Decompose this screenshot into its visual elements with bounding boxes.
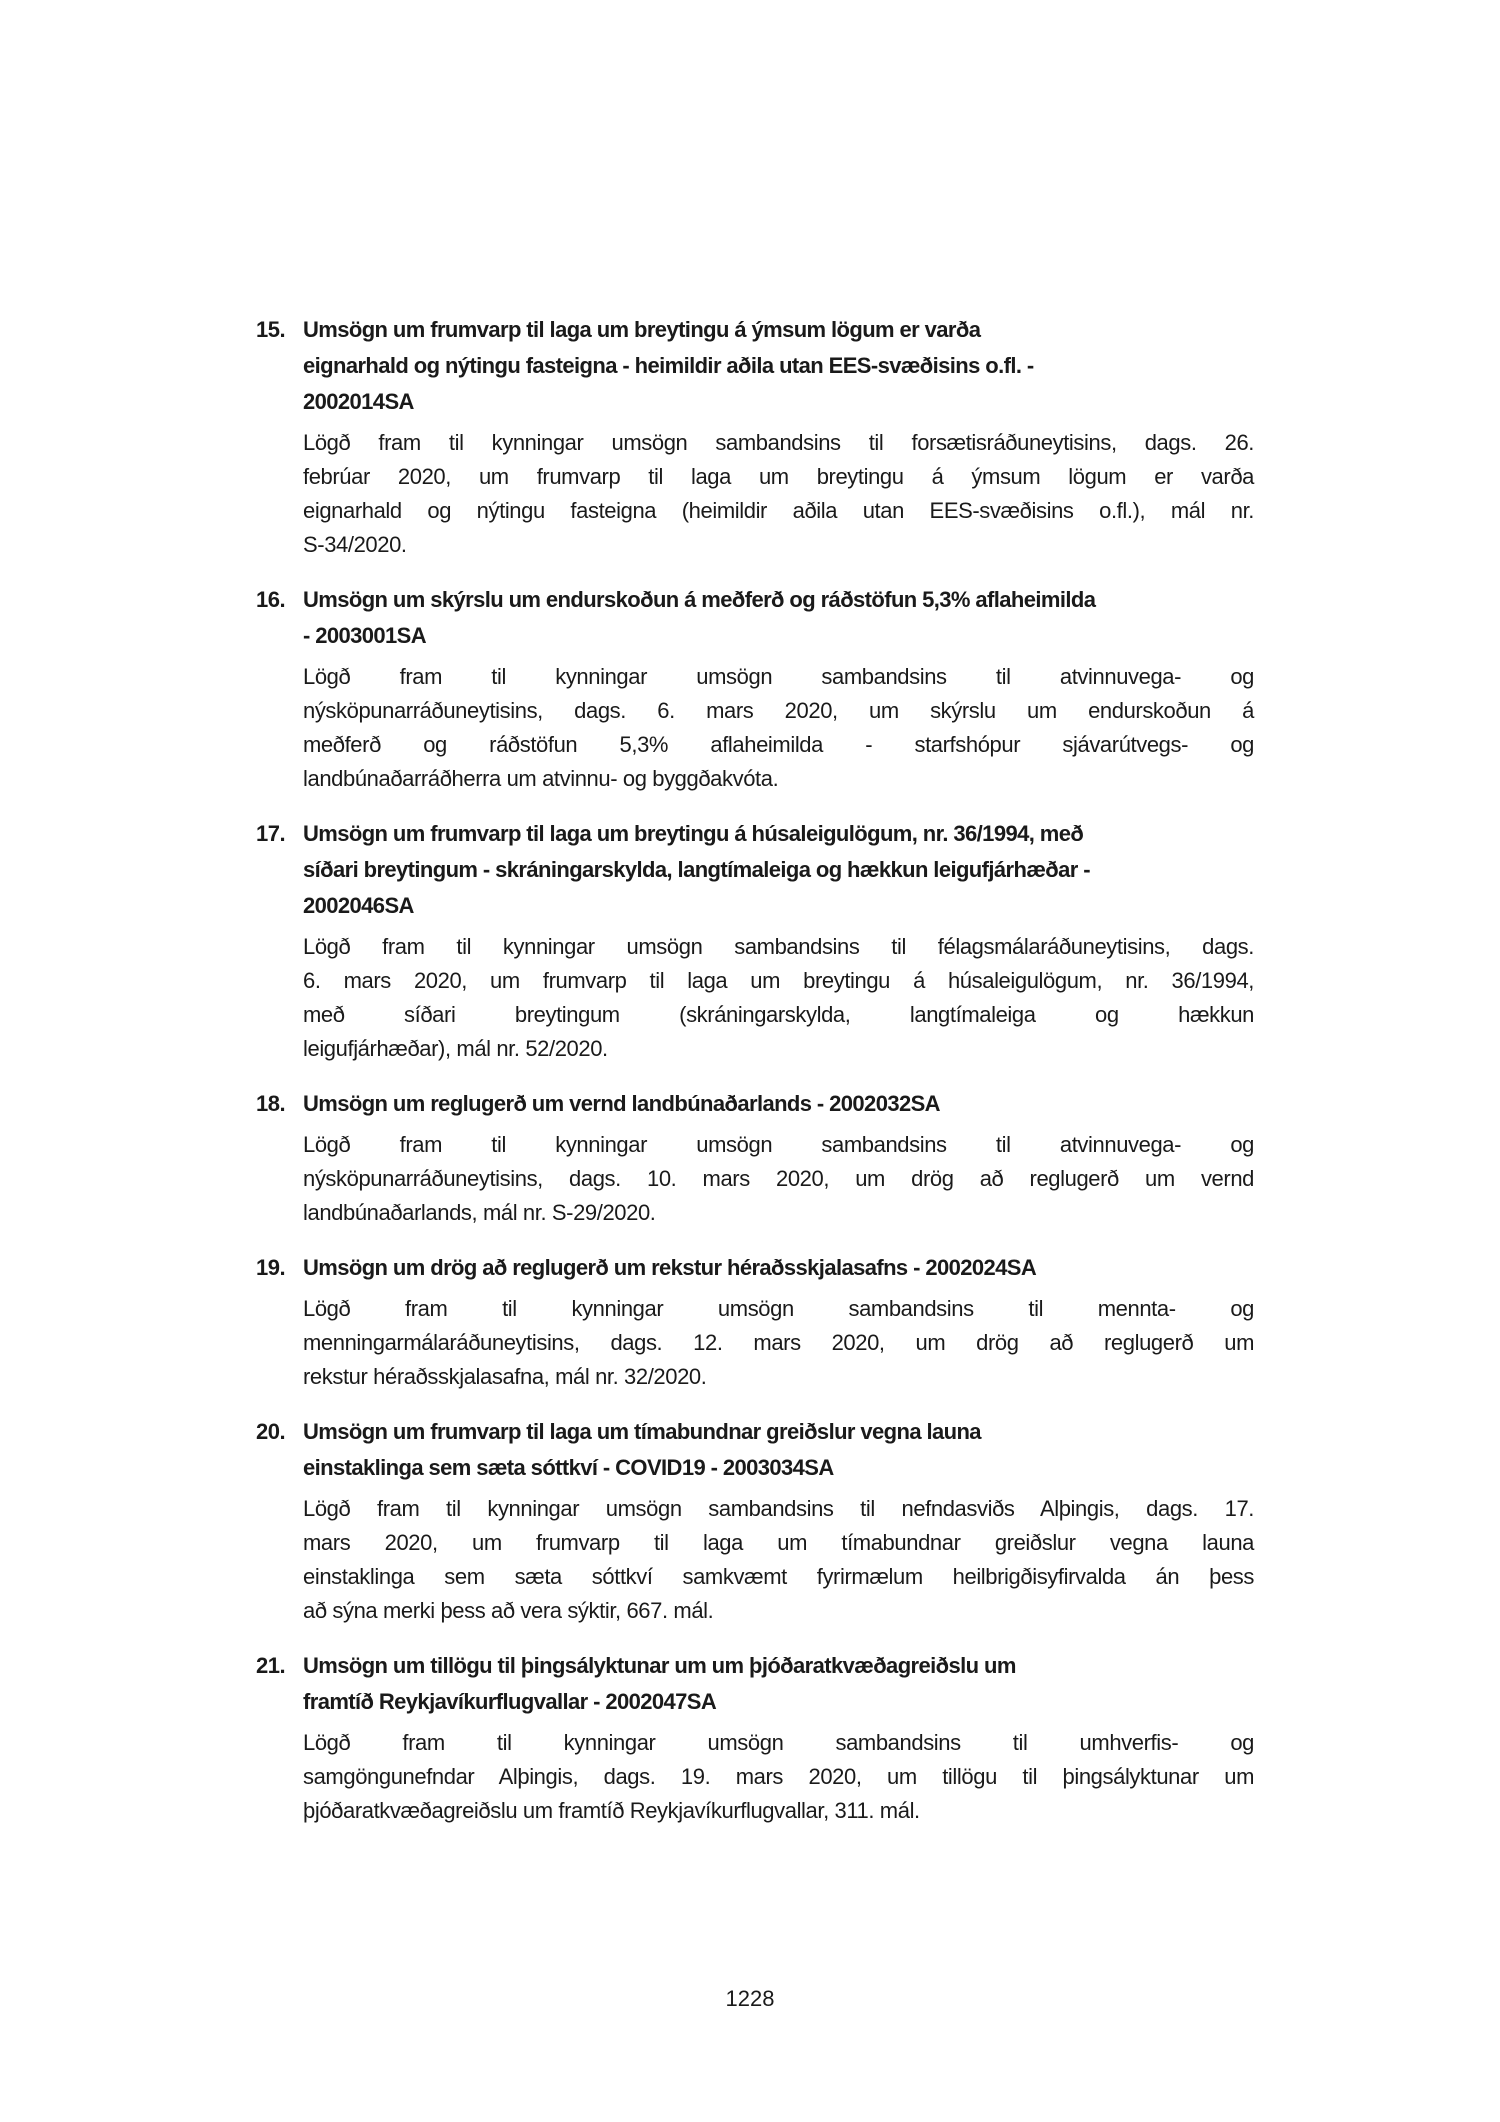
title-line: Umsögn um reglugerð um vernd landbúnaðarlands - 2002032SA (303, 1091, 940, 1116)
title-line: eignarhald og nýtingu fasteigna - heimildir aðila utan EES-svæðisins o.fl. - (303, 353, 1034, 378)
body-line: Lögð fram til kynningar umsögn sambandsins til félagsmálaráðuneytisins, dags. (303, 934, 1254, 959)
item-title (303, 1250, 1254, 1286)
item-heading (256, 1414, 1254, 1486)
title-line: Umsögn um frumvarp til laga um tímabundnar greiðslur vegna launa (303, 1419, 981, 1444)
item-number: 19. (256, 1255, 286, 1280)
item-number: 15. (256, 317, 286, 342)
item-body (303, 1492, 1254, 1628)
body-line: samgöngunefndar Alþingis, dags. 19. mars 2020, um tillögu til þingsályktunar um (303, 1764, 1254, 1789)
item-body (303, 426, 1254, 562)
item-number: 17. (256, 821, 286, 846)
body-line: einstaklinga sem sæta sóttkví samkvæmt fyrirmælum heilbrigðisyfirvalda án þess (303, 1564, 1254, 1589)
agenda-item (256, 1648, 1254, 1828)
item-heading (256, 312, 1254, 420)
body-line: Lögð fram til kynningar umsögn sambandsins til atvinnuvega- og (303, 664, 1254, 689)
item-number: 21. (256, 1653, 286, 1678)
title-line: Umsögn um tillögu til þingsályktunar um um þjóðaratkvæðagreiðslu um (303, 1653, 1016, 1678)
agenda-item (256, 816, 1254, 1066)
body-line: 6. mars 2020, um frumvarp til laga um breytingu á húsaleigulögum, nr. 36/1994, (303, 968, 1254, 993)
body-line: Lögð fram til kynningar umsögn sambandsins til mennta- og (303, 1296, 1254, 1321)
item-number: 18. (256, 1091, 286, 1116)
body-line: leigufjárhæðar), mál nr. 52/2020. (303, 1036, 608, 1061)
body-line: mars 2020, um frumvarp til laga um tímabundnar greiðslur vegna launa (303, 1530, 1254, 1555)
body-line: S-34/2020. (303, 532, 407, 557)
page-number: 1228 (725, 1986, 775, 2011)
title-line: Umsögn um frumvarp til laga um breytingu á húsaleigulögum, nr. 36/1994, með (303, 821, 1084, 846)
item-heading (256, 582, 1254, 654)
agenda-item (256, 1086, 1254, 1230)
body-line: landbúnaðarlands, mál nr. S-29/2020. (303, 1200, 656, 1225)
item-number: 20. (256, 1419, 286, 1444)
title-line: Umsögn um skýrslu um endurskoðun á meðferð og ráðstöfun 5,3% aflaheimilda (303, 587, 1096, 612)
title-line: framtíð Reykjavíkurflugvallar - 2002047SA (303, 1689, 717, 1714)
body-line: Lögð fram til kynningar umsögn sambandsins til umhverfis- og (303, 1730, 1254, 1755)
agenda-item (256, 1414, 1254, 1628)
item-title (303, 1086, 1254, 1122)
body-line: að sýna merki þess að vera sýktir, 667. mál. (303, 1598, 714, 1623)
body-line: Lögð fram til kynningar umsögn sambandsins til forsætisráðuneytisins, dags. 26. (303, 430, 1254, 455)
title-line: 2002046SA (303, 893, 414, 918)
item-title (303, 582, 1254, 654)
body-line: nýsköpunarráðuneytisins, dags. 10. mars 2020, um drög að reglugerð um vernd (303, 1166, 1254, 1191)
item-title (303, 1648, 1254, 1720)
body-line: nýsköpunarráðuneytisins, dags. 6. mars 2020, um skýrslu um endurskoðun á (303, 698, 1254, 723)
item-body (303, 1292, 1254, 1394)
item-body (303, 1726, 1254, 1828)
agenda-item (256, 1250, 1254, 1394)
agenda-item (256, 312, 1254, 562)
item-body (303, 1128, 1254, 1230)
agenda-item (256, 582, 1254, 796)
item-number: 16. (256, 587, 286, 612)
item-title (303, 312, 1254, 420)
body-line: landbúnaðarráðherra um atvinnu- og byggðakvóta. (303, 766, 779, 791)
item-title (303, 816, 1254, 924)
title-line: einstaklinga sem sæta sóttkví - COVID19 - 2003034SA (303, 1455, 834, 1480)
title-line: Umsögn um drög að reglugerð um rekstur héraðsskjalasafns - 2002024SA (303, 1255, 1037, 1280)
body-line: eignarhald og nýtingu fasteigna (heimildir aðila utan EES-svæðisins o.fl.), mál nr. (303, 498, 1254, 523)
item-heading (256, 816, 1254, 924)
title-line: - 2003001SA (303, 623, 427, 648)
body-line: febrúar 2020, um frumvarp til laga um breytingu á ýmsum lögum er varða (303, 464, 1254, 489)
body-line: Lögð fram til kynningar umsögn sambandsins til atvinnuvega- og (303, 1132, 1254, 1157)
item-heading (256, 1250, 1254, 1286)
body-line: rekstur héraðsskjalasafna, mál nr. 32/2020. (303, 1364, 707, 1389)
item-heading (256, 1086, 1254, 1122)
title-line: síðari breytingum - skráningarskylda, langtímaleiga og hækkun leigufjárhæðar - (303, 857, 1090, 882)
body-line: með síðari breytingum (skráningarskylda, langtímaleiga og hækkun (303, 1002, 1254, 1027)
body-line: menningarmálaráðuneytisins, dags. 12. mars 2020, um drög að reglugerð um (303, 1330, 1254, 1355)
title-line: 2002014SA (303, 389, 414, 414)
document-page (256, 312, 1254, 1848)
item-body (303, 660, 1254, 796)
item-heading (256, 1648, 1254, 1720)
body-line: Lögð fram til kynningar umsögn sambandsins til nefndasviðs Alþingis, dags. 17. (303, 1496, 1254, 1521)
title-line: Umsögn um frumvarp til laga um breytingu á ýmsum lögum er varða (303, 317, 981, 342)
item-body (303, 930, 1254, 1066)
body-line: meðferð og ráðstöfun 5,3% aflaheimilda - starfshópur sjávarútvegs- og (303, 732, 1254, 757)
body-line: þjóðaratkvæðagreiðslu um framtíð Reykjavíkurflugvallar, 311. mál. (303, 1798, 920, 1823)
item-title (303, 1414, 1254, 1486)
